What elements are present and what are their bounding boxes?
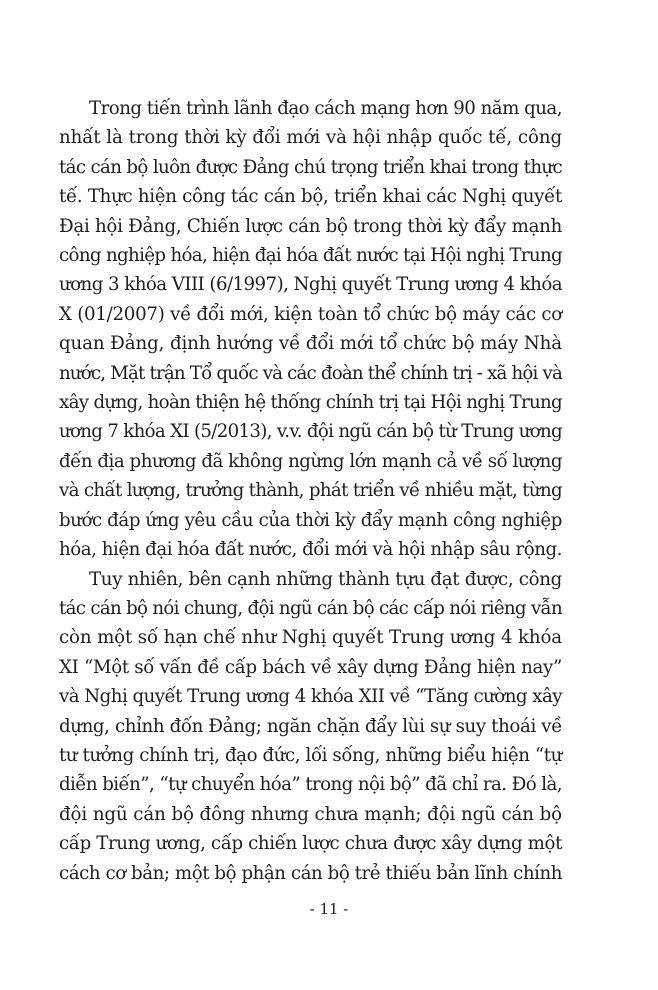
- text-line: hóa, hiện đại hóa đất nước, đổi mới và hội nhập sâu rộng.: [59, 539, 562, 561]
- body-text: [59, 94, 562, 888]
- text-line: ương 7 khóa XI (5/2013), v.v. đội ngũ cán bộ từ Trung ương: [59, 421, 562, 443]
- text-line: xây dựng, hoàn thiện hệ thống chính trị tại Hội nghị Trung: [59, 392, 562, 414]
- text-line: tác cán bộ nói chung, đội ngũ cán bộ các cấp nói riêng vẫn: [59, 597, 562, 619]
- text-line: tư tưởng chính trị, đạo đức, lối sống, những biểu hiện “tự: [59, 744, 562, 766]
- text-line: X (01/2007) về đổi mới, kiện toàn tổ chức bộ máy các cơ: [59, 303, 562, 325]
- text-line: Đại hội Đảng, Chiến lược cán bộ trong thời kỳ đẩy mạnh: [59, 215, 562, 237]
- text-line: và Nghị quyết Trung ương 4 khóa XII về “Tăng cường xây: [59, 686, 562, 708]
- text-line: bước đáp ứng yêu cầu của thời kỳ đẩy mạnh công nghiệp: [59, 509, 562, 531]
- text-line: Tuy nhiên, bên cạnh những thành tựu đạt được, công: [89, 568, 562, 590]
- text-line: nhất là trong thời kỳ đổi mới và hội nhập quốc tế, công: [59, 127, 562, 149]
- text-line: đến địa phương đã không ngừng lớn mạnh cả về số lượng: [59, 450, 562, 472]
- text-line: tế. Thực hiện công tác cán bộ, triển khai các Nghị quyết: [59, 186, 562, 208]
- text-line: đội ngũ cán bộ đông nhưng chưa mạnh; đội ngũ cán bộ: [59, 803, 562, 825]
- text-line: Trong tiến trình lãnh đạo cách mạng hơn 90 năm qua,: [89, 98, 562, 119]
- text-line: quan Đảng, định hướng về đổi mới tổ chức bộ máy Nhà: [59, 333, 562, 355]
- text-line: cách cơ bản; một bộ phận cán bộ trẻ thiếu bản lĩnh chính: [59, 862, 562, 884]
- text-line: tác cán bộ luôn được Đảng chú trọng triển khai trong thực: [59, 156, 562, 178]
- text-line: dựng, chỉnh đốn Đảng; ngăn chặn đẩy lùi sự suy thoái về: [59, 715, 562, 737]
- text-line: ương 3 khóa VIII (6/1997), Nghị quyết Trung ương 4 khóa: [59, 274, 562, 296]
- text-line: XI “Một số vấn đề cấp bách về xây dựng Đảng hiện nay”: [59, 656, 562, 678]
- text-line: diễn biến”, “tự chuyển hóa” trong nội bộ” đã chỉ ra. Đó là,: [59, 774, 562, 796]
- text-line: còn một số hạn chế như Nghị quyết Trung ương 4 khóa: [59, 627, 562, 649]
- text-line: cấp Trung ương, cấp chiến lược chưa được xây dựng một: [59, 833, 562, 855]
- text-line: công nghiệp hóa, hiện đại hóa đất nước tại Hội nghị Trung: [59, 245, 562, 267]
- text-line: nước, Mặt trận Tổ quốc và các đoàn thể chính trị - xã hội và: [59, 362, 562, 384]
- page-number: - 11 -: [309, 900, 349, 918]
- paragraph-2: [59, 565, 562, 888]
- paragraph-1: [59, 94, 562, 565]
- text-line: và chất lượng, trưởng thành, phát triển về nhiều mặt, từng: [59, 480, 562, 502]
